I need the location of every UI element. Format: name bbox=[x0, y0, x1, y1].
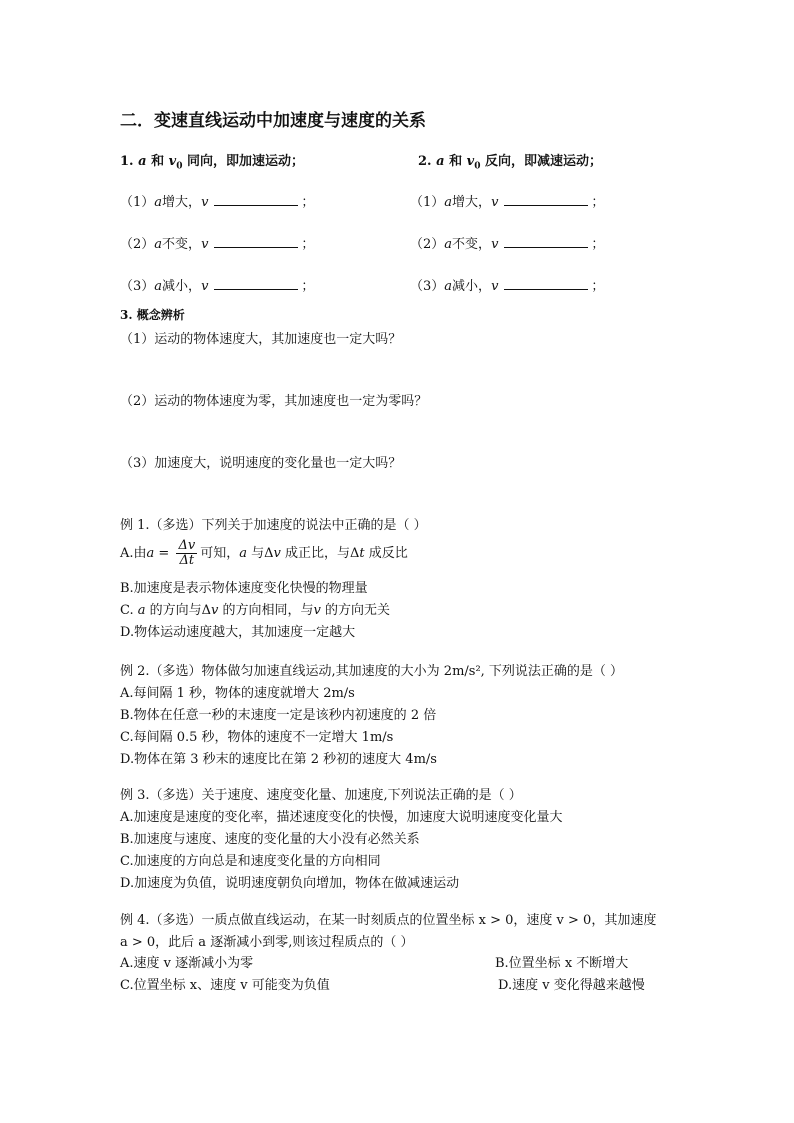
answer-blank[interactable] bbox=[214, 235, 298, 248]
example4-option-b: B.位置坐标 x 不断增大 bbox=[495, 956, 629, 971]
example4-stem-line1: 例 4.（多选）一质点做直线运动，在某一时刻质点的位置坐标 x > 0，速度 v > 0，其加速度 bbox=[120, 913, 657, 928]
case2-v0: v bbox=[466, 154, 475, 169]
left-item bbox=[120, 275, 314, 294]
fraction-numerator: Δv bbox=[178, 538, 196, 553]
right-item bbox=[410, 275, 604, 294]
fraction-denominator: Δt bbox=[179, 553, 195, 568]
example2-stem: 例 2.（多选）物体做匀加速直线运动,其加速度的大小为 2m/s², 下列说法正确的是（ ） bbox=[120, 664, 624, 679]
example3-option-a: A.加速度是速度的变化率，描述速度变化的快慢，加速度大说明速度变化量大 bbox=[120, 810, 563, 825]
case2-number: 2. bbox=[418, 154, 432, 169]
case2-rest: 反向，即减速运动； bbox=[484, 154, 602, 169]
answer-blank[interactable] bbox=[504, 193, 588, 206]
case1-heading bbox=[120, 150, 304, 172]
item-text: 减小， bbox=[162, 279, 202, 294]
example1-option-b: B.加速度是表示物体速度变化快慢的物理量 bbox=[120, 581, 368, 596]
item-number: （2） bbox=[410, 237, 445, 252]
case1-v0-sub: 0 bbox=[176, 161, 183, 172]
option-c-text: 的方向相同，与 bbox=[218, 603, 314, 618]
item-number: （1） bbox=[410, 195, 445, 210]
case2-v0-sub: 0 bbox=[474, 161, 481, 172]
case1-and: 和 bbox=[151, 154, 165, 169]
example2-option-d: D.物体在第 3 秒末的速度比在第 2 秒初的速度大 4m/s bbox=[120, 752, 437, 767]
answer-blank[interactable] bbox=[504, 235, 588, 248]
example3-option-b: B.加速度与速度、速度的变化量的大小没有必然关系 bbox=[120, 832, 420, 847]
example3-option-d: D.加速度为负值，说明速度朝负向增加，物体在做减速运动 bbox=[120, 876, 460, 891]
case2-and: 和 bbox=[449, 154, 463, 169]
item-end: ； bbox=[591, 237, 605, 252]
example4-stem-line2: a > 0，此后 a 逐渐减小到零,则该过程质点的（ ） bbox=[120, 935, 414, 950]
item-text: 减小， bbox=[452, 279, 492, 294]
item-end: ； bbox=[591, 279, 605, 294]
item-v: v bbox=[491, 279, 499, 294]
item-end: ； bbox=[301, 195, 315, 210]
item-v: v bbox=[201, 195, 209, 210]
item-text: 增大， bbox=[452, 195, 492, 210]
item-a: a bbox=[444, 237, 453, 252]
option-c-prefix: C. bbox=[120, 603, 138, 618]
formula-a: a bbox=[146, 546, 155, 561]
example4-option-c: C.位置坐标 x、速度 v 可能变为负值 bbox=[120, 978, 330, 993]
item-a: a bbox=[154, 237, 163, 252]
item-number: （2） bbox=[120, 237, 155, 252]
item-v: v bbox=[491, 237, 499, 252]
symbol-v: v bbox=[273, 546, 281, 561]
item-v: v bbox=[201, 237, 209, 252]
case2-a: a bbox=[436, 154, 445, 169]
item-end: ； bbox=[301, 237, 315, 252]
right-item bbox=[410, 191, 604, 210]
concept-question-1: （1）运动的物体速度大，其加速度也一定大吗？ bbox=[120, 332, 402, 347]
item-v: v bbox=[201, 279, 209, 294]
option-a-text: 可知， bbox=[200, 546, 240, 561]
option-a-text: 成反比 bbox=[364, 546, 408, 561]
case1-a: a bbox=[138, 154, 147, 169]
item-number: （3） bbox=[120, 279, 155, 294]
formula-equals: = bbox=[154, 546, 174, 561]
symbol-t: t bbox=[359, 546, 365, 561]
item-text: 不变， bbox=[452, 237, 492, 252]
example3-stem: 例 3.（多选）关于速度、速度变化量、加速度,下列说法正确的是（ ） bbox=[120, 788, 522, 803]
item-a: a bbox=[444, 195, 453, 210]
answer-blank[interactable] bbox=[504, 277, 588, 290]
item-text: 增大， bbox=[162, 195, 202, 210]
concept-question-2: （2）运动的物体速度为零，其加速度也一定为零吗？ bbox=[120, 394, 428, 409]
item-end: ； bbox=[301, 279, 315, 294]
concept-heading: 3. 概念辨析 bbox=[120, 308, 185, 322]
option-a-text: 成正比，与Δ bbox=[280, 546, 360, 561]
left-item bbox=[120, 233, 314, 252]
case1-rest: 同向，即加速运动； bbox=[186, 154, 304, 169]
item-a: a bbox=[444, 279, 453, 294]
example3-option-c: C.加速度的方向总是和速度变化量的方向相同 bbox=[120, 854, 381, 869]
item-a: a bbox=[154, 195, 163, 210]
concept-question-3: （3）加速度大，说明速度的变化量也一定大吗？ bbox=[120, 456, 402, 471]
example4-option-d: D.速度 v 变化得越来越慢 bbox=[498, 978, 645, 993]
example4-option-a: A.速度 v 逐渐减小为零 bbox=[120, 956, 254, 971]
item-a: a bbox=[154, 279, 163, 294]
formula-fraction bbox=[176, 539, 197, 568]
left-item bbox=[120, 191, 314, 210]
example2-option-c: C.每间隔 0.5 秒，物体的速度不一定增大 1m/s bbox=[120, 730, 394, 745]
right-item bbox=[410, 233, 604, 252]
symbol-v: v bbox=[211, 603, 219, 618]
section-title: 二．变速直线运动中加速度与速度的关系 bbox=[120, 111, 426, 131]
example1-stem: 例 1.（多选）下列关于加速度的说法中正确的是（ ） bbox=[120, 518, 427, 533]
case1-v0: v bbox=[168, 154, 177, 169]
item-number: （1） bbox=[120, 195, 155, 210]
option-c-text: 的方向无关 bbox=[320, 603, 391, 618]
case2-heading bbox=[418, 150, 602, 172]
example2-option-b: B.物体在任意一秒的末速度一定是该秒内初速度的 2 倍 bbox=[120, 708, 437, 723]
symbol-a: a bbox=[239, 546, 247, 561]
example1-option-c bbox=[120, 599, 390, 618]
symbol-a: a bbox=[137, 603, 146, 618]
example2-option-a: A.每间隔 1 秒，物体的速度就增大 2m/s bbox=[120, 686, 355, 701]
item-number: （3） bbox=[410, 279, 445, 294]
option-c-text: 的方向与Δ bbox=[145, 603, 212, 618]
item-text: 不变， bbox=[162, 237, 202, 252]
item-v: v bbox=[491, 195, 499, 210]
answer-blank[interactable] bbox=[214, 277, 298, 290]
example1-option-d: D.物体运动速度越大，其加速度一定越大 bbox=[120, 625, 356, 640]
option-a-prefix: A.由 bbox=[120, 546, 147, 561]
answer-blank[interactable] bbox=[214, 193, 298, 206]
option-a-text: 与Δ bbox=[246, 546, 274, 561]
symbol-v: v bbox=[313, 603, 321, 618]
item-end: ； bbox=[591, 195, 605, 210]
case1-number: 1. bbox=[120, 154, 134, 169]
example1-option-a bbox=[120, 536, 408, 572]
